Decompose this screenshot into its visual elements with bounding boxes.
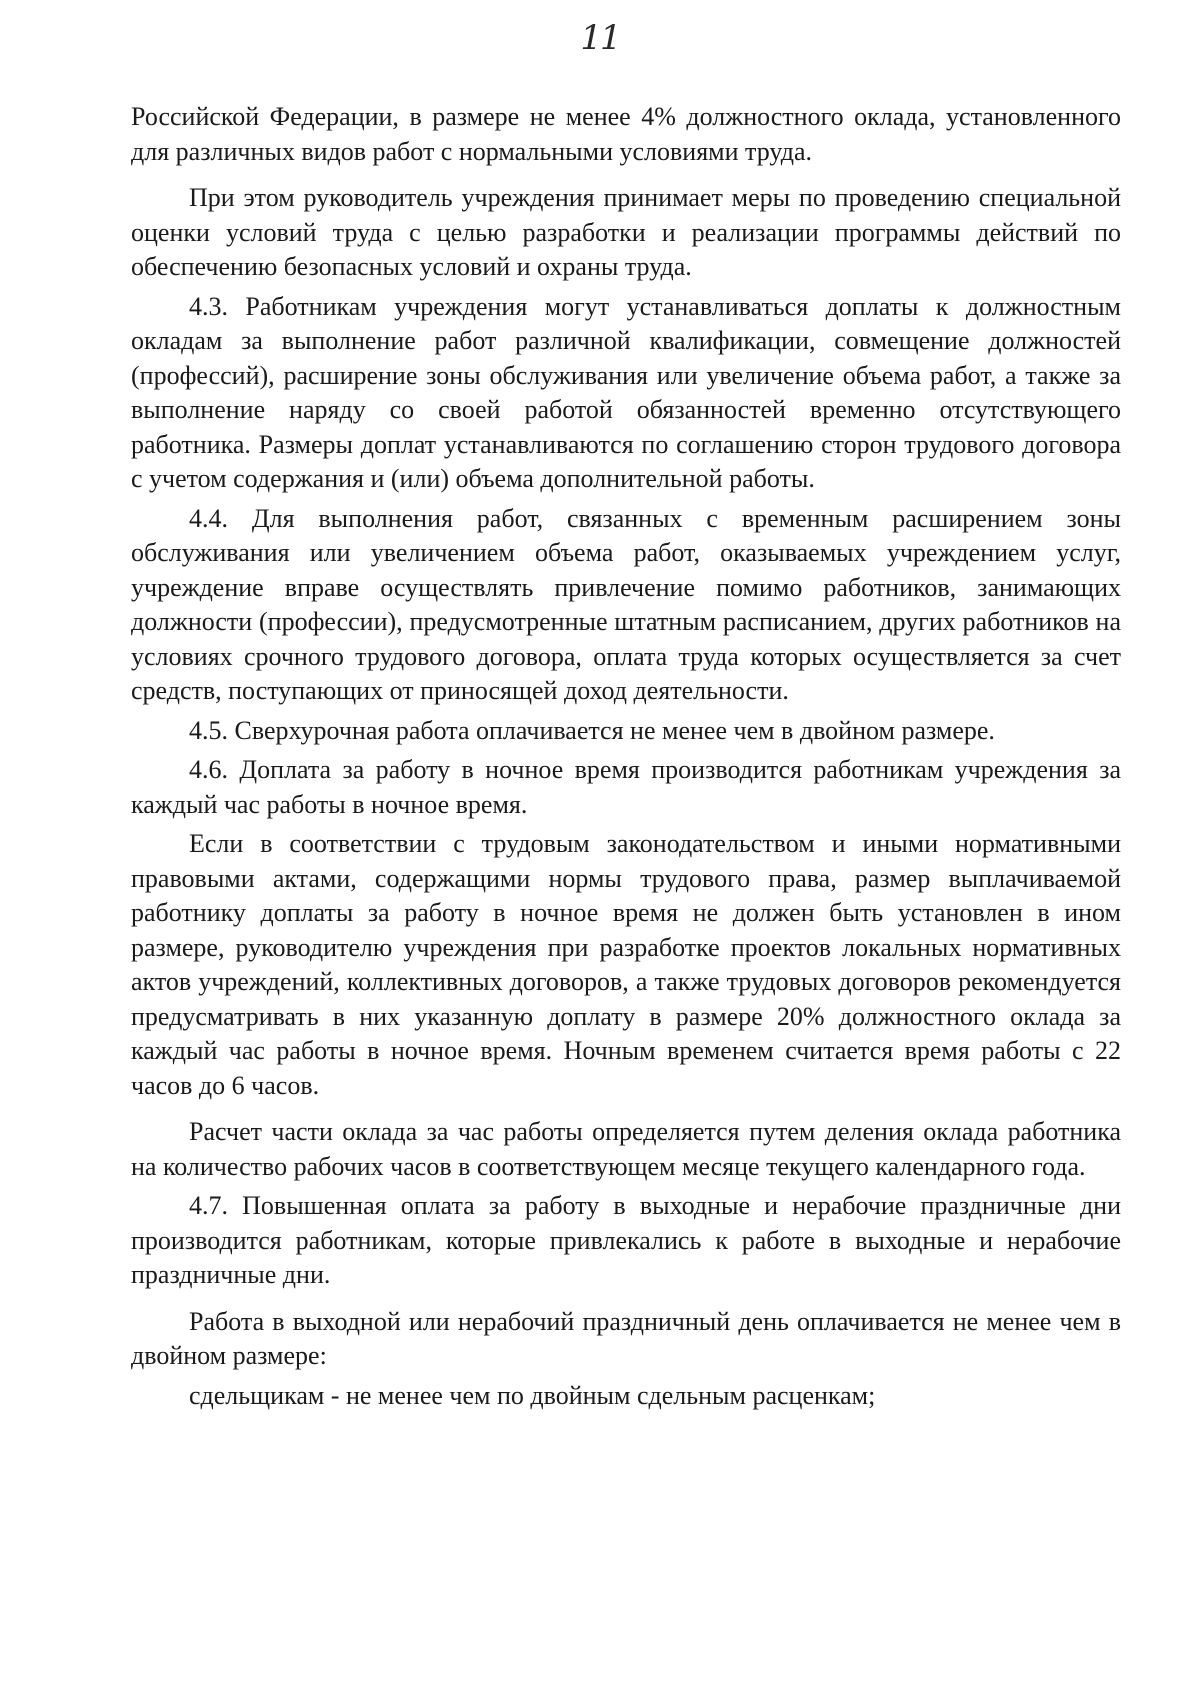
paragraph-4-5: 4.5. Сверхурочная работа оплачивается не менее чем в двойном размере. [189, 715, 995, 745]
paragraph-4-7: 4.7. Повышенная оплата за работу в выходные и нерабочие праздничные дни производится работникам, которые привлекались к работе в выходные и нерабочие праздничные дни. [131, 1191, 1121, 1289]
paragraph-4-4: 4.4. Для выполнения работ, связанных с временным расширением зоны обслуживания или увеличением объема работ, оказываемых учреждением услуг, учреждение вправе осуществлять привлечение помимо работников, занимающих должности (профессии), предусмотренные штатным расписанием, других работников на условиях срочного трудового договора, оплата труда которых осуществляется за счет средств, поступающих от приносящей доход деятельности. [131, 503, 1121, 705]
document-body [131, 100, 1121, 1413]
paragraph-night-work: Если в соответствии с трудовым законодательством и иными нормативными правовыми актами, содержащими нормы трудового права, размер выплачиваемой работнику доплаты за работу в ночное время не должен быть установлен в ином размере, руководителю учреждения при разработке проектов локальных нормативных актов учреждений, коллективных договоров, а также трудовых договоров рекомендуется предусматривать в них указанную доплату в размере 20% должностного оклада за каждый час работы в ночное время. Ночным временем считается время работы с 22 часов до 6 часов. [131, 829, 1121, 1100]
paragraph-continuation: Российской Федерации, в размере не менее 4% должностного оклада, установленного для различных видов работ с нормальными условиями труда. [131, 102, 1121, 166]
paragraph-4-6: 4.6. Доплата за работу в ночное время производится работникам учреждения за каждый час работы в ночное время. [131, 755, 1121, 819]
paragraph-safety-measures: При этом руководитель учреждения принимает меры по проведению специальной оценки условий труда с целью разработки и реализации программы действий по обеспечению безопасных условий и охраны труда. [131, 183, 1121, 281]
paragraph-piece-workers: сдельщикам - не менее чем по двойным сдельным расценкам; [189, 1380, 876, 1410]
paragraph-holiday-pay: Работа в выходной или нерабочий праздничный день оплачивается не менее чем в двойном размере: [131, 1306, 1121, 1370]
page-number: 11 [580, 18, 620, 58]
paragraph-hourly-calculation: Расчет части оклада за час работы определяется путем деления оклада работника на количество рабочих часов в соответствующем месяце текущего календарного года. [131, 1117, 1121, 1181]
paragraph-4-3: 4.3. Работникам учреждения могут устанавливаться доплаты к должностным окладам за выполнение работ различной квалификации, совмещение должностей (профессий), расширение зоны обслуживания или увеличение объема работ, а также за выполнение наряду со своей работой обязанностей временно отсутствующего работника. Размеры доплат устанавливаются по соглашению сторон трудового договора с учетом содержания и (или) объема дополнительной работы. [131, 291, 1121, 493]
